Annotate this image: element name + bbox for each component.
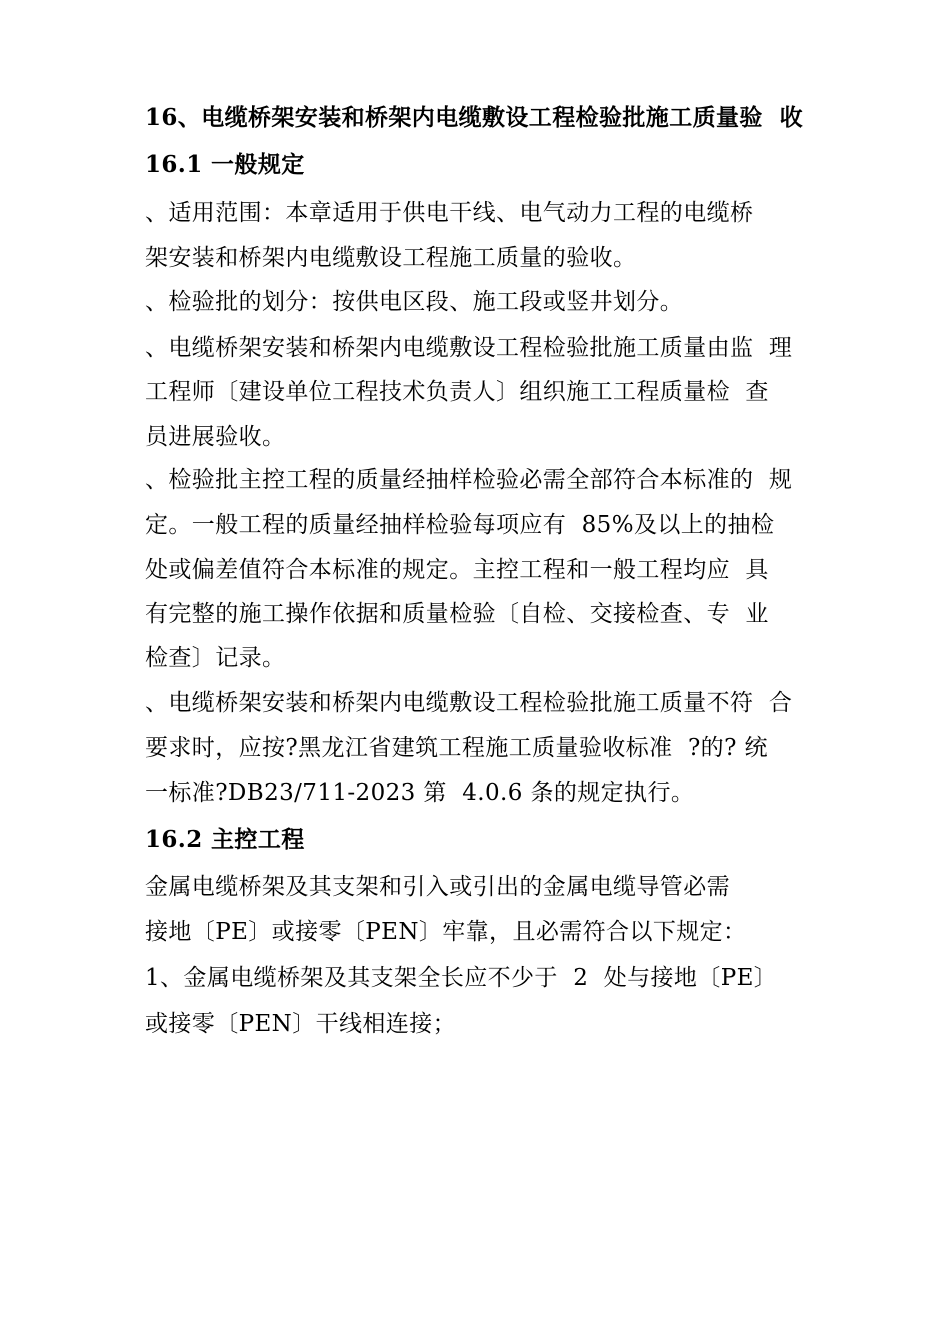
paragraph-line: 、检验批主控工程的质量经抽样检验必需全部符合本标准的 规 xyxy=(145,467,793,493)
paragraph-line: 、电缆桥架安装和桥架内电缆敷设工程检验批施工质量不符 合 xyxy=(145,690,793,716)
subsection-heading-16-1: 16.1 一般规定 xyxy=(145,151,305,178)
paragraph-line: 检查〕记录。 xyxy=(145,645,286,671)
paragraph-line: 定。一般工程的质量经抽样检验每项应有 85%及以上的抽检 xyxy=(145,512,775,538)
paragraph-line: 接地〔PE〕或接零〔PEN〕牢靠，且必需符合以下规定： xyxy=(145,919,747,945)
paragraph-line: 金属电缆桥架及其支架和引入或引出的金属电缆导管必需 xyxy=(145,874,730,900)
paragraph-line: 、适用范围：本章适用于供电干线、电气动力工程的电缆桥 xyxy=(145,200,754,226)
paragraph-line: 、电缆桥架安装和桥架内电缆敷设工程检验批施工质量由监 理 xyxy=(145,335,793,361)
paragraph-line: 1、金属电缆桥架及其支架全长应不少于 2 处与接地〔PE〕 xyxy=(145,965,778,991)
paragraph-line: 要求时，应按?黑龙江省建筑工程施工质量验收标准 ?的? 统 xyxy=(145,735,768,761)
paragraph-line: 架安装和桥架内电缆敷设工程施工质量的验收。 xyxy=(145,245,637,271)
paragraph-line: 、检验批的划分：按供电区段、施工段或竖井划分。 xyxy=(145,289,684,315)
paragraph-line: 工程师〔建设单位工程技术负责人〕组织施工工程质量检 查 xyxy=(145,379,769,405)
paragraph-line: 或接零〔PEN〕干线相连接； xyxy=(145,1011,456,1037)
paragraph-line: 员进展验收。 xyxy=(145,424,286,450)
subsection-heading-16-2: 16.2 主控工程 xyxy=(145,826,305,853)
paragraph-line: 一标准?DB23/711-2023 第 4.0.6 条的规定执行。 xyxy=(145,780,695,806)
section-heading-16: 16、电缆桥架安装和桥架内电缆敷设工程检验批施工质量验 收 xyxy=(145,104,804,131)
paragraph-line: 处或偏差值符合本标准的规定。主控工程和一般工程均应 具 xyxy=(145,557,769,583)
paragraph-line: 有完整的施工操作依据和质量检验〔自检、交接检查、专 业 xyxy=(145,601,769,627)
